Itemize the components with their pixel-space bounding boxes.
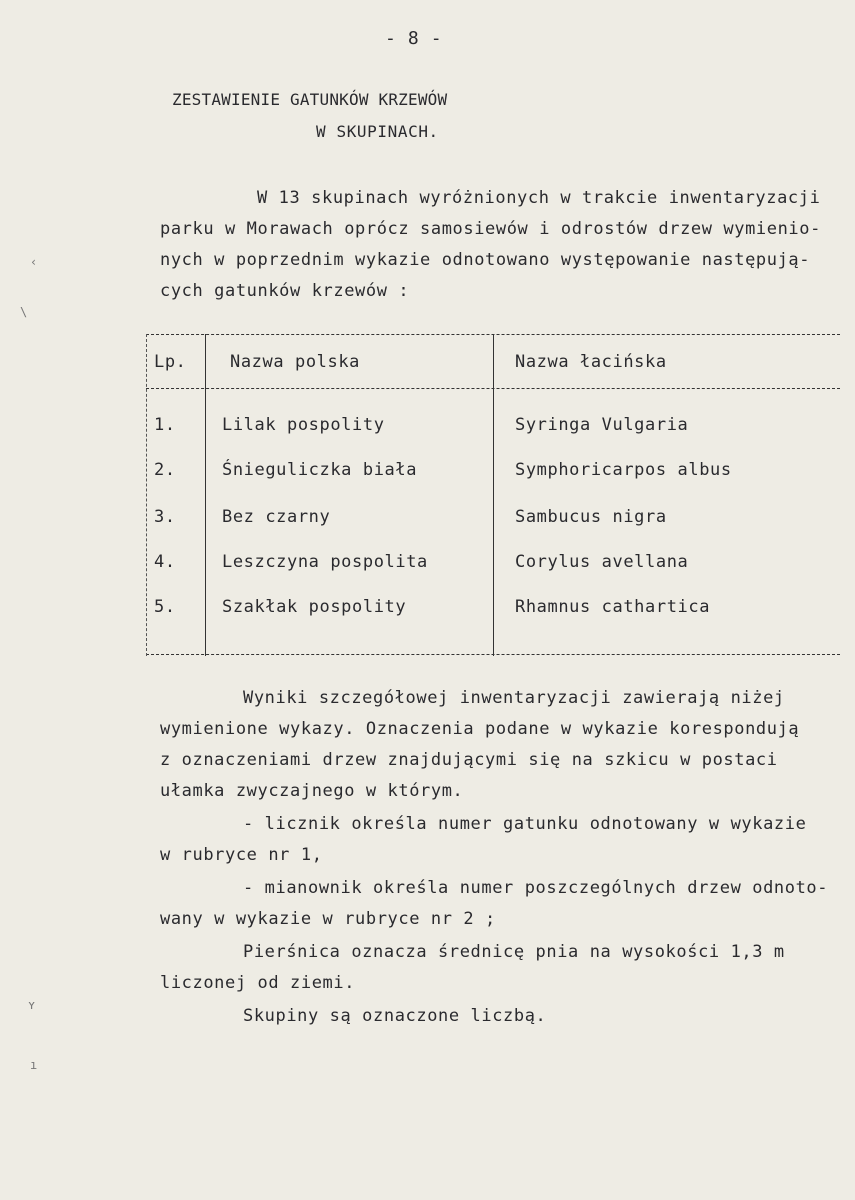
body-line-9: Pierśnica oznacza średnicę pnia na wysokości 1,3 m	[243, 942, 785, 962]
body-line-6: w rubryce nr 1,	[160, 845, 323, 865]
header-latin-name: Nazwa łacińska	[515, 352, 667, 372]
header-polish-name: Nazwa polska	[230, 352, 361, 372]
title-line-1: ZESTAWIENIE GATUNKÓW KRZEWÓW	[172, 90, 448, 109]
polish-name: Szakłak pospolity	[222, 597, 407, 617]
latin-name: Sambucus nigra	[515, 507, 667, 527]
margin-mark: \	[20, 305, 28, 319]
latin-name: Syringa Vulgaria	[515, 415, 689, 435]
row-number: 2.	[154, 460, 176, 480]
polish-name: Leszczyna pospolita	[222, 552, 428, 572]
body-line-3: z oznaczeniami drzew znajdującymi się na szkicu w postaci	[160, 750, 778, 770]
body-line-5: - licznik określa numer gatunku odnotowany w wykazie	[243, 814, 807, 834]
latin-name: Symphoricarpos albus	[515, 460, 732, 480]
row-number: 5.	[154, 597, 176, 617]
table-left-border	[146, 334, 147, 656]
table-column-divider-2	[493, 334, 494, 656]
title-line-2: W SKUPINACH.	[316, 122, 439, 141]
page-number: - 8 -	[385, 28, 443, 49]
polish-name: Lilak pospolity	[222, 415, 385, 435]
row-number: 3.	[154, 507, 176, 527]
intro-line-4: cych gatunków krzewów :	[160, 281, 410, 301]
body-line-11: Skupiny są oznaczone liczbą.	[243, 1006, 547, 1026]
intro-line-2: parku w Morawach oprócz samosiewów i odrostów drzew wymienio-	[160, 219, 821, 239]
polish-name: Bez czarny	[222, 507, 331, 527]
polish-name: Śnieguliczka biała	[222, 460, 418, 480]
body-line-4: ułamka zwyczajnego w którym.	[160, 781, 464, 801]
margin-mark: ı	[30, 1058, 38, 1072]
body-line-2: wymienione wykazy. Oznaczenia podane w wykazie korespondują	[160, 719, 800, 739]
latin-name: Rhamnus cathartica	[515, 597, 711, 617]
intro-line-3: nych w poprzednim wykazie odnotowano występowanie następują-	[160, 250, 811, 270]
table-column-divider-1	[205, 334, 206, 656]
row-number: 4.	[154, 552, 176, 572]
body-line-10: liczonej od ziemi.	[160, 973, 356, 993]
body-line-1: Wyniki szczegółowej inwentaryzacji zawierają niżej	[243, 688, 785, 708]
row-number: 1.	[154, 415, 176, 435]
header-lp: Lp.	[154, 352, 187, 372]
latin-name: Corylus avellana	[515, 552, 689, 572]
body-line-7: - mianownik określa numer poszczególnych drzew odnoto-	[243, 878, 829, 898]
margin-mark: ʏ	[28, 998, 36, 1012]
margin-mark: ‹	[30, 255, 38, 269]
intro-line-1: W 13 skupinach wyróżnionych w trakcie inwentaryzacji	[257, 188, 821, 208]
body-line-8: wany w wykazie w rubryce nr 2 ;	[160, 909, 496, 929]
